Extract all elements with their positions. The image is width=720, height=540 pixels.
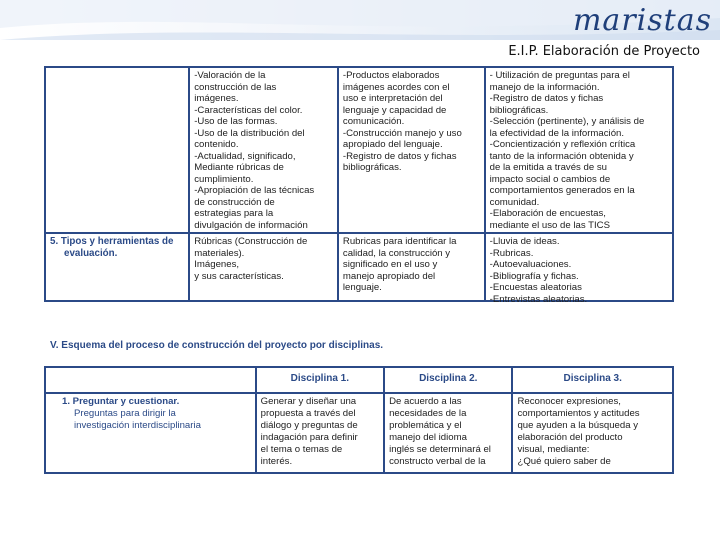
table-header-row bbox=[45, 367, 673, 393]
table-row bbox=[45, 393, 673, 473]
cell-text-line: divulgación de información bbox=[194, 219, 308, 231]
cell-text-line: significado en el uso y bbox=[342, 259, 438, 270]
cell-text-line: - Utilización de preguntas para el bbox=[489, 70, 630, 81]
cell-text-line: uso e interpretación del bbox=[342, 93, 443, 104]
cell-text-line: necesidades de la bbox=[389, 408, 467, 419]
cell-text-line: estrategias para la bbox=[194, 208, 274, 219]
cell-text-line: imágenes. bbox=[194, 93, 239, 104]
table-row bbox=[45, 67, 673, 233]
table-cell bbox=[485, 67, 673, 233]
cell-text-line: comunicación. bbox=[342, 116, 405, 127]
cell-text-line: -Entrevistas aleatorias. bbox=[489, 293, 588, 305]
cell-text-line: Mediante rúbricas de bbox=[194, 162, 284, 173]
table-cell bbox=[256, 393, 384, 473]
cell-text-line: -Registro de datos y fichas bbox=[489, 93, 604, 104]
cell-text-line: -Construcción manejo y uso bbox=[342, 127, 462, 139]
cell-text-line: inglés se determinará el bbox=[389, 444, 491, 455]
cell-text-line: -Productos elaborados bbox=[342, 70, 440, 81]
column-header bbox=[45, 367, 256, 393]
cell-text-line: visual, mediante: bbox=[517, 444, 590, 455]
table-cell bbox=[45, 393, 256, 473]
cell-text-line: comportamientos generados en la bbox=[489, 185, 635, 196]
cell-text-line: ¿Qué quiero saber de bbox=[517, 456, 611, 467]
cell-text-line: -Valoración de la bbox=[194, 70, 266, 81]
cell-text-line: -Lluvia de ideas. bbox=[489, 236, 560, 247]
cell-text-line: propuesta a través del bbox=[260, 408, 356, 419]
cell-text-line: -Apropiación de las técnicas bbox=[194, 185, 315, 196]
cell-text-line: manejo de la información. bbox=[489, 81, 600, 93]
cell-text-line: elaboración del producto bbox=[517, 432, 623, 443]
cell-text-line: Rubricas para identificar la bbox=[342, 236, 457, 247]
cell-text-line: bibliográficas. bbox=[342, 162, 402, 173]
cell-text-line: Rúbricas (Construcción de bbox=[194, 236, 308, 247]
cell-text-line: -Encuestas aleatorias bbox=[489, 282, 582, 293]
cell-text-line: manejo del idioma bbox=[389, 432, 467, 443]
cell-text-line: Imágenes, bbox=[194, 259, 240, 270]
table-cell bbox=[338, 233, 485, 301]
disciplines-table bbox=[44, 366, 674, 474]
evaluation-table bbox=[44, 66, 674, 305]
row-heading-evaluation bbox=[45, 233, 189, 301]
table-cell bbox=[45, 67, 189, 233]
table-cell bbox=[384, 393, 512, 473]
cell-text-line: diálogo y preguntas de bbox=[260, 420, 358, 431]
table-cell bbox=[512, 393, 673, 473]
cell-text-line: de la emitida a través de su bbox=[489, 162, 607, 173]
cell-text-line: que ayuden a la búsqueda y bbox=[517, 420, 639, 431]
cell-text-line: el tema o temas de bbox=[260, 444, 343, 455]
cell-text-line: -Autoevaluaciones. bbox=[489, 259, 572, 270]
cell-text-line: imágenes acordes con el bbox=[342, 81, 450, 93]
cell-text-line: problemática y el bbox=[389, 420, 462, 431]
table-cell bbox=[338, 67, 485, 233]
table-cell bbox=[189, 233, 338, 301]
column-header: Disciplina 3. bbox=[512, 367, 673, 393]
cell-text-line: calidad, la construcción y bbox=[342, 247, 451, 259]
cell-text-line: -Concientización y reflexión crítica bbox=[489, 139, 636, 150]
cell-text-line: -Uso de las formas. bbox=[194, 116, 278, 127]
cell-text-line: manejo apropiado del bbox=[342, 270, 436, 282]
cell-text-line: mediante el uso de las TICS bbox=[489, 219, 610, 231]
section-title: V. Esquema del proceso de construcción del proyecto por disciplinas. bbox=[50, 340, 384, 351]
cell-text-line: -Selección (pertinente), y análisis de bbox=[489, 116, 645, 127]
table-row bbox=[45, 233, 673, 301]
cell-text-line: comportamientos y actitudes bbox=[517, 408, 640, 419]
table-cell bbox=[485, 233, 673, 305]
cell-text-line: construcción de las bbox=[194, 81, 277, 93]
step-title: 1. Preguntar y cuestionar. bbox=[62, 396, 180, 407]
row-heading-line: 5. Tipos y herramientas de bbox=[50, 236, 174, 247]
cell-text-line: Generar y diseñar una bbox=[260, 396, 357, 407]
step-subtitle-line: investigación interdisciplinaria bbox=[74, 420, 201, 431]
cell-text-line: tanto de la información obtenida y bbox=[489, 150, 634, 162]
cell-text-line: de construcción de bbox=[194, 196, 275, 208]
page-subtitle: E.I.P. Elaboración de Proyecto bbox=[508, 44, 700, 59]
cell-text-line: impacto social o cambios de bbox=[489, 173, 611, 185]
cell-text-line: -Registro de datos y fichas bbox=[342, 150, 457, 162]
header-banner bbox=[0, 0, 720, 40]
cell-text-line: Reconocer expresiones, bbox=[517, 396, 621, 407]
cell-text-line: lenguaje y capacidad de bbox=[342, 104, 447, 116]
step-subtitle-line: Preguntas para dirigir la bbox=[74, 408, 176, 419]
cell-text-line: materiales). bbox=[194, 247, 245, 259]
maristas-logo: maristas bbox=[572, 3, 712, 38]
cell-text-line: -Características del color. bbox=[194, 104, 303, 116]
cell-text-line: lenguaje. bbox=[342, 282, 382, 293]
cell-text-line: la efectividad de la información. bbox=[489, 127, 625, 139]
cell-text-line: indagación para definir bbox=[260, 432, 358, 443]
cell-text-line: -Rubricas. bbox=[489, 247, 534, 259]
cell-text-line: interés. bbox=[260, 456, 293, 467]
cell-text-line: cumplimiento. bbox=[194, 173, 254, 185]
cell-text-line: -Uso de la distribución del bbox=[194, 127, 305, 139]
cell-text-line: contenido. bbox=[194, 139, 239, 150]
cell-text-line: -Bibliografía y fichas. bbox=[489, 270, 579, 282]
cell-text-line: -Elaboración de encuestas, bbox=[489, 208, 606, 219]
row-heading-line: evaluación. bbox=[64, 247, 118, 259]
column-header: Disciplina 1. bbox=[256, 367, 384, 393]
cell-text-line: comunidad. bbox=[489, 196, 540, 208]
cell-text-line: -Actualidad, significado, bbox=[194, 150, 296, 162]
cell-text-line: constructo verbal de la bbox=[389, 456, 486, 467]
cell-text-line: bibliográficas. bbox=[489, 104, 549, 116]
cell-text-line: apropiado del lenguaje. bbox=[342, 139, 443, 150]
table-cell bbox=[189, 67, 338, 233]
cell-text-line: y sus características. bbox=[194, 270, 284, 282]
cell-text-line: De acuerdo a las bbox=[389, 396, 462, 407]
column-header: Disciplina 2. bbox=[384, 367, 512, 393]
